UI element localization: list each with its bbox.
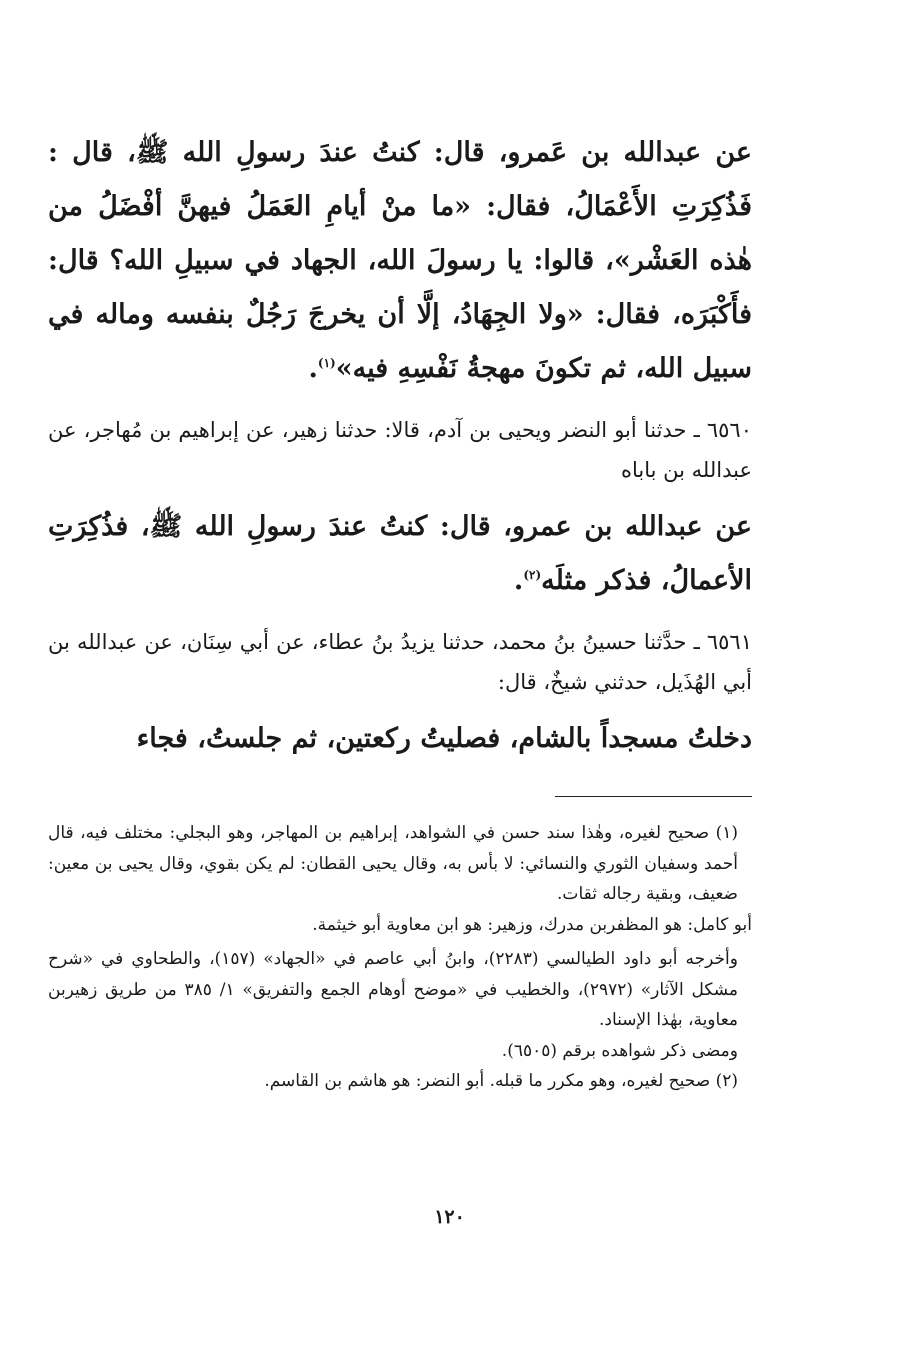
hadith-1-text: عن عبدالله بن عَمرو، قال: كنتُ عندَ رسولِ الله ﷺ، قال : فَذُكِرَتِ الأَعْمَالُ، فقال: «ما منْ أيامِ العَمَلُ فيهنَّ أفْضَلُ من هٰذه العَشْر»، قالوا: يا رسولَ الله، الجهاد في سبيلِ الله؟ قال: فأَكْبَرَه، فقال: «ولا الجِهَادُ، إلَّا أن يخرجَ رَجُلٌ بنفسه وماله في سبيل الله، ثم تكونَ مهجةُ نَفْسِهِ فيه» <box>48 137 752 384</box>
main-text <box>48 126 752 766</box>
isnad-6560: ٦٥٦٠ ـ حدثنا أبو النضر ويحيى بن آدم، قالا: حدثنا زهير، عن إبراهيم بن مُهاجر، عن عبدالله بن باباه <box>48 418 752 482</box>
footnote-marker-1: (١) <box>317 356 336 370</box>
footnote-marker-2: (٢) <box>523 568 542 582</box>
page-number: ١٢٠ <box>434 1206 465 1228</box>
isnad-6561: ٦٥٦١ ـ حدَّثنا حسينُ بنُ محمد، حدثنا يزيدُ بنُ عطاء، عن أبي سِنَان، عن عبدالله بن أبي الهُذَيل، حدثني شيخٌ، قال: <box>48 630 752 694</box>
footnotes <box>48 818 752 1097</box>
footnote-1-narrator-note: أبو كامل: هو المظفربن مدرك، وزهير: هو ابن معاوية أبو خيثمة. <box>312 914 752 935</box>
footnote-divider <box>555 796 752 797</box>
hadith-1-end: . <box>308 353 318 384</box>
hadith-3-text: دخلتُ مسجداً بالشام، فصليتُ ركعتين، ثم جلستُ، فجاء <box>136 723 752 754</box>
hadith-2-end: . <box>513 565 524 596</box>
footnote-1-shawahid: ومضى ذكر شواهده برقم (٦٥٠٥). <box>501 1040 738 1061</box>
footnote-2: (٢) صحيح لغيره، وهو مكرر ما قبله. أبو النضر: هو هاشم بن القاسم. <box>264 1071 738 1091</box>
footnote-1-takhrij: وأخرجه أبو داود الطيالسي (٢٢٨٣)، وابنُ أبي عاصم في «الجهاد» (١٥٧)، والطحاوي في «شرح مشكل الآثار» (٢٩٧٢)، والخطيب في «موضح أوهام الجمع والتفريق» ١/ ٣٨٥ من طريق زهيربن معاوية، بهٰذا الإسناد. <box>48 949 738 1030</box>
hadith-2-text: عن عبدالله بن عمرو، قال: كنتُ عندَ رسولِ الله ﷺ، فذُكِرَتِ الأعمالُ، فذكر مثلَه <box>48 511 752 596</box>
hadith-text <box>48 126 752 396</box>
footnote-1: (١) صحيح لغيره، وهٰذا سند حسن في الشواهد، إبراهيم بن المهاجر، وهو البجلي: مختلف فيه، قال أحمد وسفيان الثوري والنسائي: لا بأس به، وقال يحيى القطان: لم يكن بقوي، وقال يحيى بن معين: ضعيف، وبقية رجاله ثقات. <box>48 823 738 904</box>
hadith-text <box>48 500 752 608</box>
